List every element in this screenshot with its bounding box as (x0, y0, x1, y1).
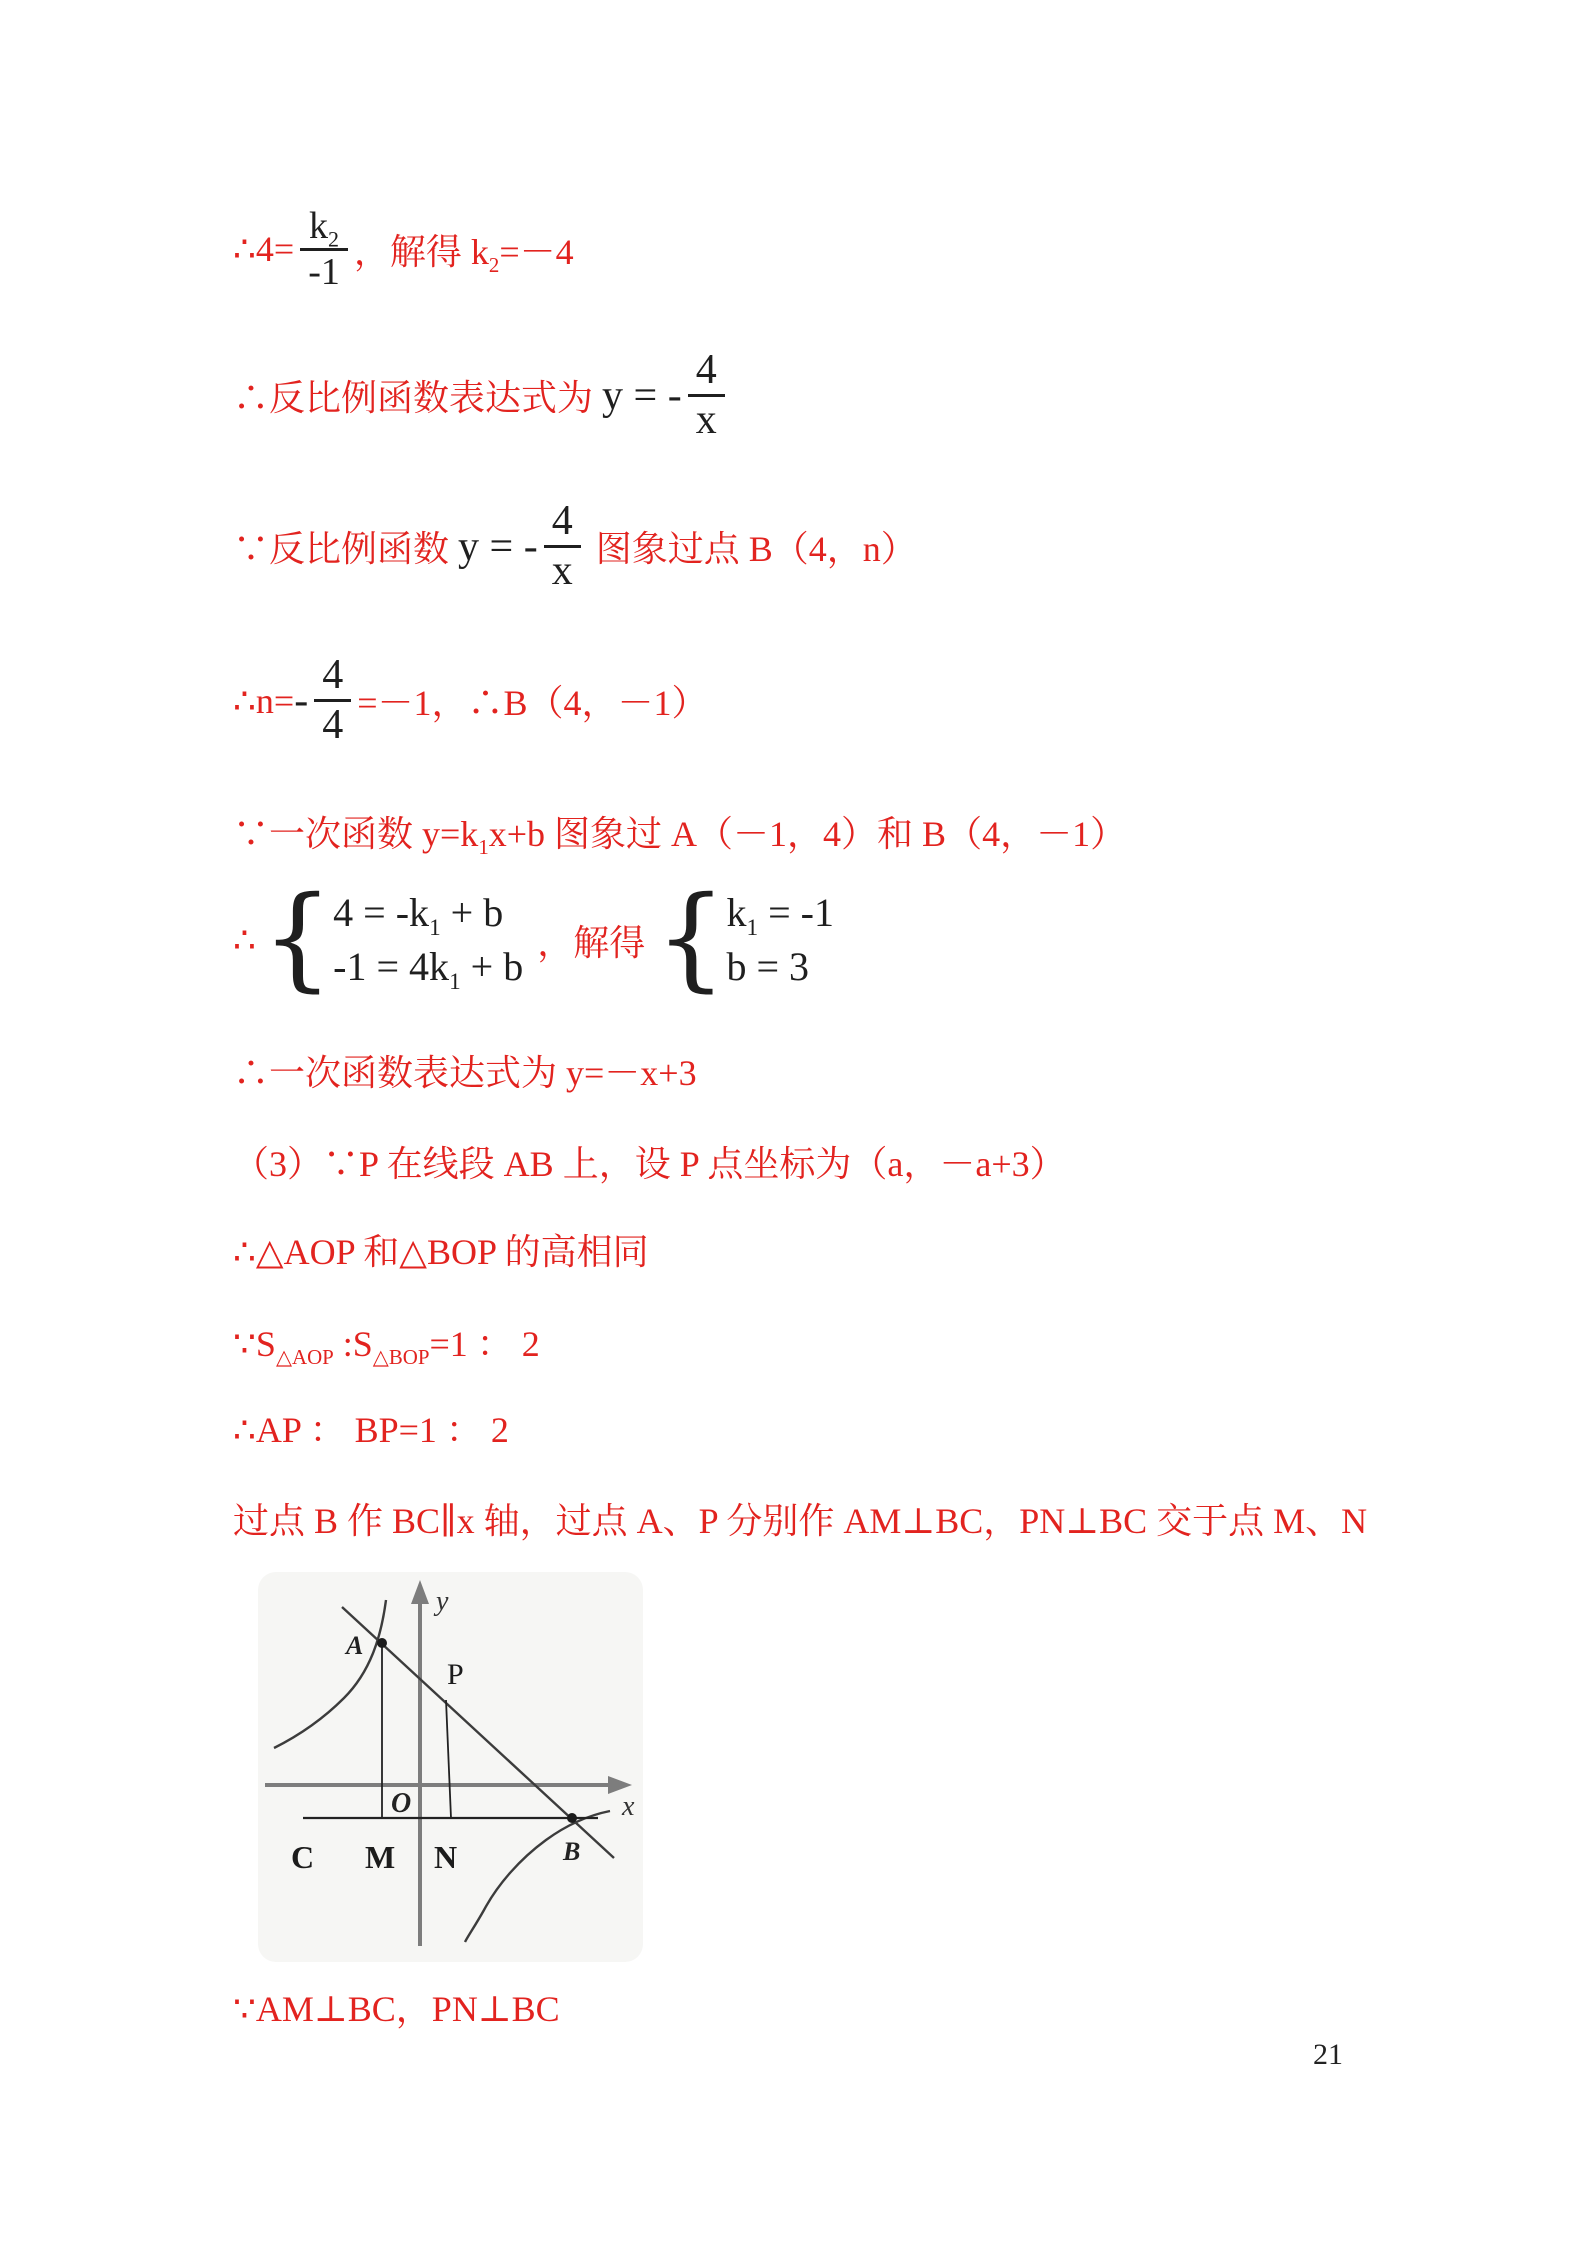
fraction-denominator: x (544, 545, 581, 595)
fraction-4-over-4 (314, 652, 351, 749)
subscript-AOP: △AOP (275, 1345, 334, 1370)
text-equals-neg1-B: =－1，∴B（4，－1） (357, 683, 708, 724)
equation-row-2: $-1 = 4k_1 + b$ (333, 944, 524, 995)
proof-line-linear-expression (233, 1045, 697, 1096)
proof-line-inverse-function-expression (233, 347, 731, 444)
equation-system-right (655, 873, 834, 1003)
proof-line-linear-through-AB (233, 806, 1127, 860)
text-solve-k2: ，解得 $k_2=-4$ (353, 231, 574, 277)
subscript: 2 (488, 252, 500, 277)
fraction-4-over-x (688, 347, 725, 444)
text-perpendicular: ∵AM⊥BC，PN⊥BC (233, 1989, 560, 2029)
point-A-label: A (346, 1631, 364, 1660)
subscript: 2 (328, 226, 340, 252)
fraction-numerator: $k_2$ (309, 205, 340, 252)
proof-line-construction (233, 1493, 1367, 1544)
subscript: 1 (449, 969, 461, 995)
fraction-numerator: 4 (551, 498, 573, 544)
left-brace: { (655, 873, 727, 1003)
text-linear-function: ∵一次函数 $y=k_1x+b$ 图象过 A（－1，4）和 B（4，－1） (233, 814, 1127, 860)
y-axis-arrow-icon (411, 1580, 429, 1604)
proof-line-part3-P-coords (233, 1136, 1066, 1187)
fraction-numerator: 4 (322, 652, 344, 698)
point-B-dot (567, 1813, 577, 1823)
subscript: 1 (478, 835, 489, 860)
coordinate-graph (258, 1572, 643, 1962)
equation-row-1: $4 = -k_1 + b$ (333, 890, 504, 941)
text-linear-expression: ∴一次函数表达式为 y=－x+3 (233, 1053, 697, 1093)
proof-line-equation-system (233, 873, 834, 1003)
math-neg-sign: - (294, 677, 309, 724)
proof-line-n-value (233, 652, 708, 749)
page-number: 21 (1313, 2038, 1343, 2071)
text-therefore-4: ∴4= (233, 229, 295, 270)
text-construction: 过点 B 作 BC∥x 轴，过点 A、P 分别作 AM⊥BC，PN⊥BC 交于点 M、N (233, 1501, 1368, 1541)
fraction-denominator: x (688, 394, 725, 444)
system-rows (727, 891, 834, 989)
proof-line-solve-k2 (233, 205, 574, 293)
proof-line-same-height (233, 1224, 649, 1275)
text-AP-BP-ratio: ∴AP ： BP=1 ： 2 (233, 1410, 509, 1450)
proof-line-area-ratio (233, 1316, 540, 1370)
point-P-label: P (447, 1658, 464, 1691)
text-therefore-n: ∴n= (233, 680, 295, 721)
fraction-denominator: -1 (300, 248, 348, 294)
text-because-inverse: ∵反比例函数 (233, 529, 459, 570)
x-axis-label: x (622, 1791, 635, 1822)
fraction-4-over-x (544, 498, 581, 595)
proof-line-perpendicular (233, 1981, 560, 2032)
y-axis-label: y (436, 1586, 449, 1617)
hyperbola-lower-branch (465, 1811, 610, 1942)
proof-line-AP-BP-ratio (233, 1402, 509, 1453)
text-part3-P: （3）∵P 在线段 AB 上，设 P 点坐标为（a，－a+3） (233, 1144, 1066, 1184)
proof-line-passes-point-B (233, 498, 917, 595)
fraction-denominator: 4 (314, 699, 351, 749)
point-N-label: N (434, 1839, 458, 1875)
point-B-label: B (563, 1837, 581, 1866)
segment-PN (446, 1700, 451, 1818)
text-therefore: ∴ (233, 920, 256, 960)
point-C-label: C (291, 1839, 315, 1875)
left-brace: { (261, 873, 334, 1003)
text-inverse-expression: ∴反比例函数表达式为 (233, 378, 603, 419)
fraction-k2-over-neg1 (300, 205, 348, 293)
text-triangles-same-height: ∴△AOP 和△BOP 的高相同 (233, 1232, 649, 1272)
text-area-ratio: $\because S_{\triangle AOP}$ $:S_{\triangle BOP}=1$ ： 2 (233, 1324, 540, 1370)
graph-figure (258, 1572, 643, 1962)
point-M-label: M (365, 1839, 396, 1875)
subscript: 1 (429, 915, 441, 941)
solution-row-2: b = 3 (726, 944, 810, 989)
text-passes-B4n: 图象过点 B（4，n） (586, 529, 917, 570)
point-A-dot (377, 1638, 387, 1648)
math-y-equals-neg: y = - (602, 372, 682, 419)
text-solve: ，解得 (537, 922, 646, 963)
hyperbola-upper-branch (274, 1600, 386, 1748)
math-y-equals-neg: y = - (458, 523, 538, 570)
subscript-BOP: △BOP (372, 1345, 430, 1370)
system-rows (333, 890, 524, 995)
fraction-numerator: 4 (695, 347, 717, 393)
equation-system-left (261, 873, 524, 1003)
solution-row-1: $k_1 = -1$ (726, 890, 834, 941)
subscript: 1 (746, 915, 759, 941)
origin-label: O (391, 1788, 412, 1819)
